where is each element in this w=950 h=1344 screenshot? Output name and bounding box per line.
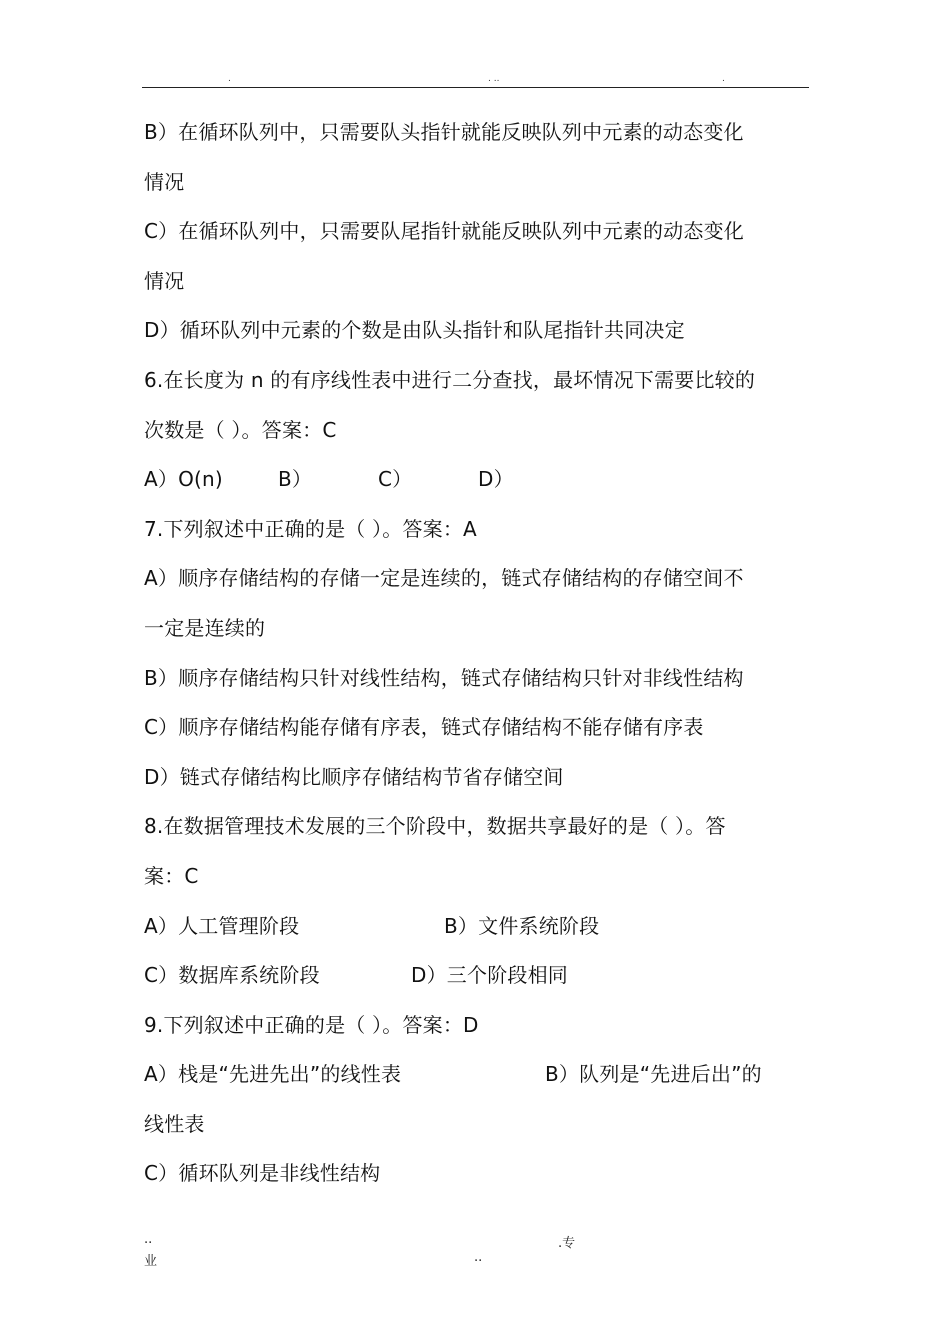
question-9: 9.下列叙述中正确的是（ ）。答案：D: [144, 1012, 479, 1037]
question-7: 7.下列叙述中正确的是（ ）。答案：A: [144, 516, 477, 541]
text-line: 次数是（ ）。答案：C: [144, 417, 337, 442]
text-line: A）顺序存储结构的存储一定是连续的，链式存储结构的存储空间不: [144, 566, 744, 591]
option-a: A）O(n): [144, 467, 223, 492]
option-b: B）队列是“先进后出”的: [545, 1062, 762, 1087]
question-6: 6.在长度为 n 的有序线性表中进行二分查找，最坏情况下需要比较的: [144, 367, 756, 392]
footer-mark: .专: [558, 1236, 576, 1251]
text-line: 案：C: [144, 863, 199, 888]
text-line: C）顺序存储结构能存储有序表，链式存储结构不能存储有序表: [144, 715, 704, 740]
question-8: 8.在数据管理技术发展的三个阶段中，数据共享最好的是（ ）。答: [144, 814, 726, 839]
option-a: A）人工管理阶段: [144, 913, 300, 938]
footer-mark: ..: [144, 1232, 153, 1247]
text-line: B）在循环队列中，只需要队头指针就能反映队列中元素的动态变化: [144, 120, 744, 144]
text-line: 情况: [144, 169, 185, 194]
header-mark: . ..: [488, 74, 500, 84]
text-line: 线性表: [144, 1111, 205, 1136]
q6-options: [144, 455, 812, 505]
text-line: 一定是连续的: [144, 615, 266, 640]
option-a: A）栈是“先进先出”的线性表: [144, 1062, 402, 1087]
option-c: C）数据库系统阶段: [144, 963, 320, 988]
text-line: C）循环队列是非线性结构: [144, 1161, 381, 1186]
option-c: C）: [378, 467, 413, 492]
text-line: 情况: [144, 268, 185, 293]
text-line: D）循环队列中元素的个数是由队头指针和队尾指针共同决定: [144, 318, 685, 343]
document-body: [144, 108, 812, 1199]
text-line: B）顺序存储结构只针对线性结构，链式存储结构只针对非线性结构: [144, 665, 744, 690]
text-line: D）链式存储结构比顺序存储结构节省存储空间: [144, 764, 564, 789]
header-rule: [142, 87, 809, 88]
header-mark: .: [722, 74, 725, 84]
footer-mark: 业: [144, 1254, 158, 1269]
q8-options-row-1: [144, 902, 812, 952]
q9-options-row-1: [144, 1050, 812, 1100]
header-mark: .: [228, 74, 231, 84]
option-d: D）: [478, 467, 514, 492]
text-line: C）在循环队列中，只需要队尾指针就能反映队列中元素的动态变化: [144, 219, 744, 244]
option-d: D）三个阶段相同: [411, 963, 569, 988]
footer-mark: ..: [474, 1250, 483, 1265]
option-b: B）文件系统阶段: [444, 913, 600, 938]
q8-options-row-2: [144, 951, 812, 1001]
option-b: B）: [278, 467, 313, 492]
